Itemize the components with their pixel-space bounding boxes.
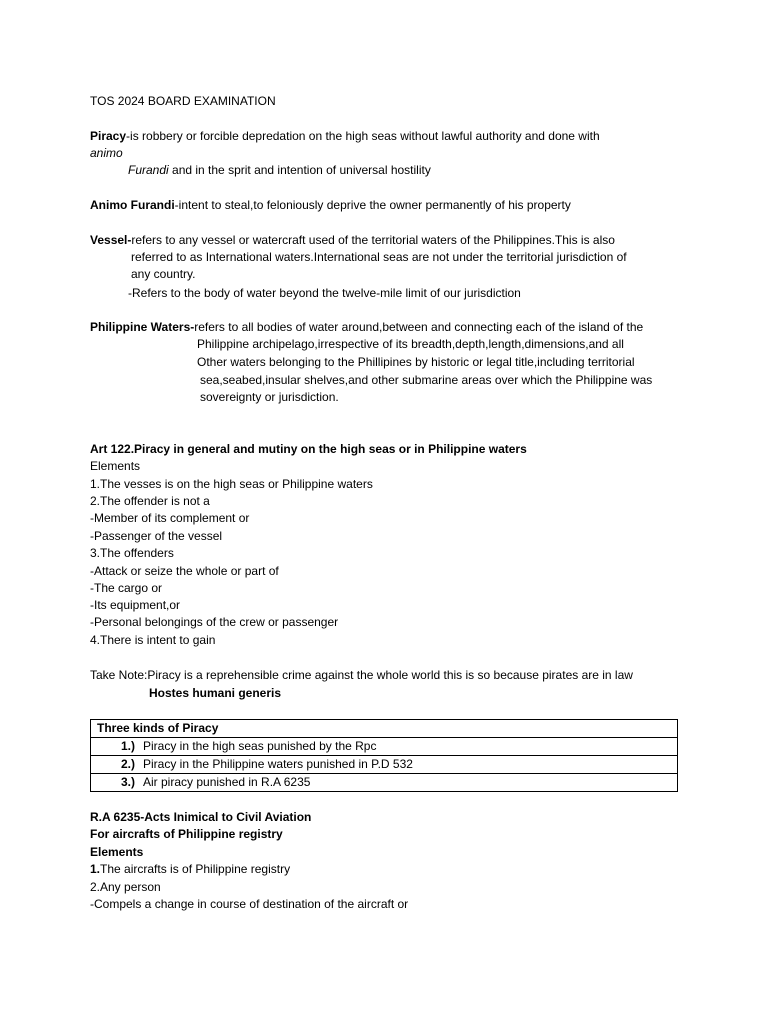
- take-note-text: Take Note:Piracy is a reprehensible crime against the whole world this is so because pirates are in law: [90, 668, 633, 682]
- ra-6235-element-line-3: -Compels a change in course of destination of the aircraft or: [90, 897, 409, 911]
- philippine-waters-definition-line-2: Philippine archipelago,irrespective of its breadth,depth,length,dimensions,and all: [197, 337, 624, 351]
- philippine-waters-definition-line-1: [90, 319, 643, 336]
- vessel-definition-line-4: -Refers to the body of water beyond the twelve-mile limit of our jurisdiction: [128, 286, 521, 300]
- philippine-waters-text-1: refers to all bodies of water around,between and connecting each of the island of the: [194, 320, 644, 334]
- animo-furandi-text: -intent to steal,to feloniously deprive the owner permanently of his property: [174, 198, 571, 212]
- table-row: [91, 756, 678, 774]
- ra-6235-line-1-text: The aircrafts is of Philippine registry: [100, 862, 291, 876]
- philippine-waters-definition-line-5: sovereignty or jurisdiction.: [200, 390, 339, 404]
- row-text: Piracy in the Philippine waters punished in P.D 532: [143, 757, 413, 771]
- piracy-definition-line-2: [90, 145, 123, 162]
- piracy-definition-text: -is robbery or forcible depredation on the high seas without lawful authority and done with: [126, 129, 600, 143]
- table-row: [91, 774, 678, 792]
- take-note-latin: Hostes humani generis: [149, 686, 282, 700]
- art-122-element-line: 2.The offender is not a: [90, 494, 210, 508]
- piracy-definition-rest: and in the sprit and intention of universal hostility: [168, 163, 431, 177]
- ra-6235-element-line-2: 2.Any person: [90, 880, 161, 894]
- ra-6235-elements-label: Elements: [90, 845, 144, 859]
- piracy-definition-line-3: [128, 162, 431, 179]
- philippine-waters-definition-line-3: Other waters belonging to the Phillipines by historic or legal title,including territorial: [197, 355, 635, 369]
- philippine-waters-term: Philippine Waters-: [90, 320, 195, 334]
- art-122-element-line: -The cargo or: [90, 581, 163, 595]
- row-number: 3.): [120, 775, 135, 789]
- philippine-waters-definition-line-4: sea,seabed,insular shelves,and other submarine areas over which the Philippine was: [200, 373, 653, 387]
- art-122-element-line: 3.The offenders: [90, 546, 174, 560]
- row-number: 2.): [120, 757, 135, 771]
- ra-6235-line-1-number: 1.: [90, 862, 101, 876]
- table-header-row: [91, 720, 678, 738]
- table-header-cell: Three kinds of Piracy: [91, 720, 678, 738]
- art-122-elements-label: Elements: [90, 459, 141, 473]
- animo-furandi-term: Animo Furandi: [90, 198, 175, 212]
- ra-6235-element-line-1: [90, 861, 290, 878]
- table-row: [91, 738, 678, 756]
- vessel-term: Vessel-: [90, 233, 132, 247]
- row-number: 1.): [120, 739, 135, 753]
- row-text: Air piracy punished in R.A 6235: [143, 775, 311, 789]
- vessel-text-1: refers to any vessel or watercraft used of the territorial waters of the Philippines.This is also: [131, 233, 615, 247]
- row-text: Piracy in the high seas punished by the Rpc: [143, 739, 377, 753]
- piracy-term: Piracy: [90, 129, 127, 143]
- vessel-definition-line-3: any country.: [131, 267, 196, 281]
- kinds-of-piracy-table: [90, 719, 678, 792]
- art-122-element-line: 4.There is intent to gain: [90, 633, 216, 647]
- art-122-title: Art 122.Piracy in general and mutiny on the high seas or in Philippine waters: [90, 442, 527, 456]
- piracy-animo-italic: animo: [90, 146, 123, 160]
- art-122-element-line: -Its equipment,or: [90, 598, 181, 612]
- art-122-element-line: -Passenger of the vessel: [90, 529, 223, 543]
- animo-furandi-definition: [90, 197, 571, 214]
- ra-6235-subtitle: For aircrafts of Philippine registry: [90, 827, 283, 841]
- vessel-definition-line-2: referred to as International waters.International seas are not under the territorial jurisdiction of: [131, 250, 627, 264]
- piracy-definition-line-1: [90, 128, 600, 145]
- document-header: TOS 2024 BOARD EXAMINATION: [90, 94, 276, 108]
- art-122-element-line: 1.The vesses is on the high seas or Philippine waters: [90, 477, 373, 491]
- art-122-element-line: -Personal belongings of the crew or passenger: [90, 615, 339, 629]
- ra-6235-title: R.A 6235-Acts Inimical to Civil Aviation: [90, 810, 312, 824]
- vessel-definition-line-1: [90, 232, 615, 249]
- art-122-element-line: -Member of its complement or: [90, 511, 250, 525]
- art-122-element-line: -Attack or seize the whole or part of: [90, 564, 279, 578]
- piracy-furandi-italic: Furandi: [128, 163, 169, 177]
